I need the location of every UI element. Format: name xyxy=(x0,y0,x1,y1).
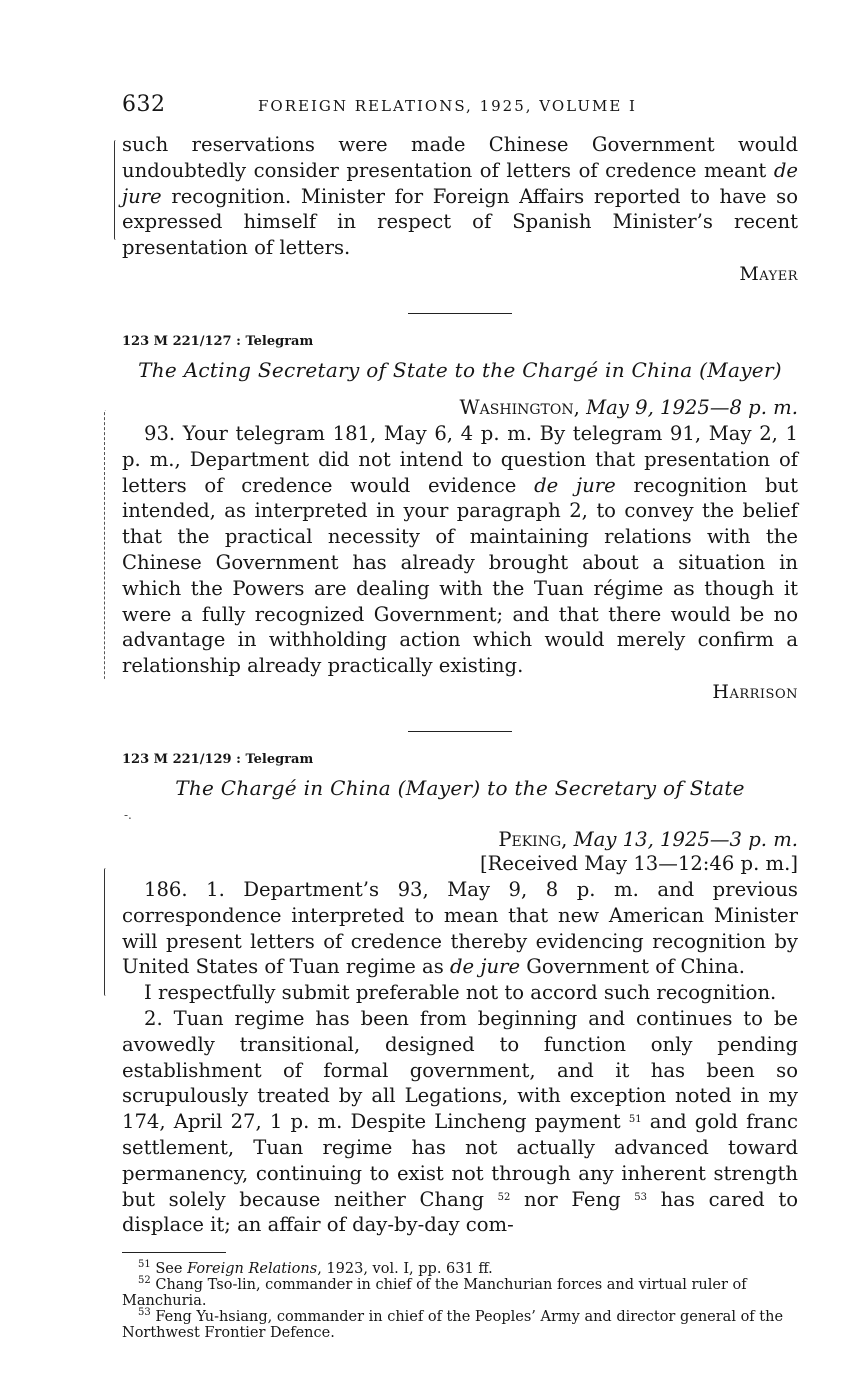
footnote-53: $^{53}$ Feng Yu-hsiang, commander in chief of the Peoples’ Army and director general of the Northwest Frontier Defence. xyxy=(122,1307,784,1342)
signature-harrison: Harrison xyxy=(712,680,798,703)
footnote-ref: 51 xyxy=(628,1114,642,1126)
margin-bracket-1 xyxy=(114,140,118,240)
footnote-divider xyxy=(122,1252,226,1253)
telegram-paragraph: I respectfully submit preferable not to accord such recognition. xyxy=(144,981,777,1005)
dateline xyxy=(122,396,798,419)
file-reference: 123 M 221/127 : Telegram xyxy=(122,333,314,349)
file-reference: 123 M 221/129 : Telegram xyxy=(122,751,314,767)
telegram-paragraph: 2. Tuan regime has been from beginning and continues to be avowedly transitional, designed to function only pending establishment of formal government, and it has been so scrupulously treated by all Legations, with exception noted in my 174, April 27, 1 p. m. Despite Lincheng payment $^{51}$ and gold franc settlement, Tuan regime has not actually advanced toward permanency, continuing to exist not through any inherent strength but solely because neither Chang $^{52}$ nor Feng $^{53}$ has cared to displace it; an affair of day-by-day com- xyxy=(122,1006,799,1237)
section-divider xyxy=(408,313,512,314)
footnote-51: $^{51}$ See Foreign Relations, 1923, vol. I, pp. 631 ff. xyxy=(138,1259,493,1278)
dateline-date: May 13, 1925—3 p. m. xyxy=(573,827,798,851)
telegram-body xyxy=(122,421,798,679)
continuation-block xyxy=(122,132,798,261)
page-header xyxy=(122,92,798,122)
signature-mayer: Mayer xyxy=(739,262,798,285)
telegram-paragraph: 186. 1. Department’s 93, May 9, 8 p. m. and previous correspondence interpreted to mean that new American Minister will present letters of credence thereby evidencing recognition by United States of Tuan regime as de jure Government of China. xyxy=(122,877,798,979)
section-divider xyxy=(408,731,512,732)
continuation-paragraph: such reservations were made Chinese Government would undoubtedly consider presentation of letters of credence meant de jure recognition. Minister for Foreign Affairs reported to have so expressed himself in respect of Spanish Minister’s recent presentation of letters. xyxy=(122,133,798,260)
margin-tick-mark: -. xyxy=(124,808,132,822)
telegram-paragraph: 93. Your telegram 181, May 6, 4 p. m. By telegram 91, May 2, 1 p. m., Department did not intend to question that presentation of letters of credence would evidence de jure recognition but intended, as interpreted in your paragraph 2, to convey the belief that the practical necessity of maintaining relations with the Chinese Government has already brought about a situation in which the Powers are dealing with the Tuan régime as though it were a fully recognized Government; and that there would be no advantage in withholding action which would merely confirm a relationship already practically existing. xyxy=(122,421,798,678)
footnote-ref: 52 xyxy=(497,1191,511,1203)
telegram-body xyxy=(122,877,798,1238)
dateline xyxy=(122,828,798,851)
footnote-ref: 53 xyxy=(634,1191,647,1203)
dateline-date: May 9, 1925—8 p. m. xyxy=(586,395,798,419)
page-number: 632 xyxy=(122,92,166,117)
running-head: FOREIGN RELATIONS, 1925, VOLUME I xyxy=(258,97,637,115)
document-title: The Chargé in China (Mayer) to the Secretary of State xyxy=(175,775,745,800)
dateline-place: Peking, xyxy=(498,827,568,851)
footnotes xyxy=(122,1252,798,1341)
received-line: [Received May 13—12:46 p. m.] xyxy=(480,851,798,875)
footnote-52: $^{52}$ Chang Tso-lin, commander in chief of the Manchurian forces and virtual ruler of Manchuria. xyxy=(122,1275,747,1310)
document-title: The Acting Secretary of State to the Chargé in China (Mayer) xyxy=(138,357,782,382)
margin-bracket-3 xyxy=(104,868,108,996)
dateline-place: Washington, xyxy=(459,395,580,419)
margin-bracket-2 xyxy=(104,410,108,680)
document-page xyxy=(122,92,798,1341)
